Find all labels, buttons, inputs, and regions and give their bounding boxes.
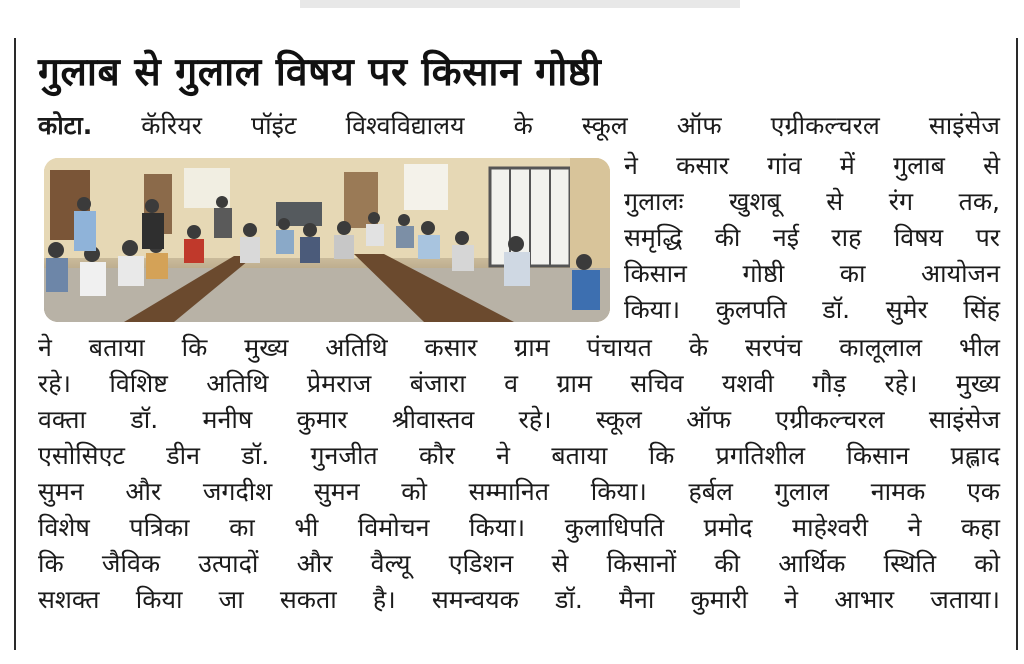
- top-gray-bar: [300, 0, 740, 8]
- news-photo: [44, 158, 610, 322]
- article-line-3: गुलालः खुशबू से रंग तक,: [624, 187, 1000, 216]
- news-article: [38, 44, 1004, 656]
- article-line-13: कि जैविक उत्पादों और वैल्यू एडिशन से किसानों की आर्थिक स्थिति को: [38, 549, 1000, 578]
- article-line-7: ने बताया कि मुख्य अतिथि कसार ग्राम पंचायत के सरपंच कालूलाल भील: [38, 333, 1000, 362]
- article-line-11: सुमन और जगदीश सुमन को सम्मानित किया। हर्बल गुलाल नामक एक: [38, 477, 1000, 506]
- article-line-1-text: कॅरियर पॉइंट विश्वविद्यालय के स्कूल ऑफ एग्रीकल्चरल साइंसेज: [92, 111, 1000, 140]
- left-column-rule: [14, 38, 16, 650]
- article-line-10: एसोसिएट डीन डॉ. गुनजीत कौर ने बताया कि प्रगतिशील किसान प्रह्लाद: [38, 441, 1000, 470]
- article-line-14: सशक्त किया जा सकता है। समन्वयक डॉ. मैना कुमारी ने आभार जताया।: [38, 585, 1000, 614]
- article-line-2: ने कसार गांव में गुलाब से: [624, 151, 1000, 180]
- dateline: कोटा.: [38, 111, 93, 140]
- meeting-hall-photo: [44, 158, 610, 322]
- article-line-6: किया। कुलपति डॉ. सुमेर सिंह: [624, 295, 1000, 324]
- article-line-5: किसान गोष्ठी का आयोजन: [624, 259, 1000, 288]
- right-column-rule: [1016, 38, 1018, 650]
- article-line-4: समृद्धि की नई राह विषय पर: [624, 223, 1000, 252]
- article-headline: गुलाब से गुलाल विषय पर किसान गोष्ठी: [38, 50, 602, 95]
- article-line-1: [38, 108, 1000, 144]
- article-line-9: वक्ता डॉ. मनीष कुमार श्रीवास्तव रहे। स्कूल ऑफ एग्रीकल्चरल साइंसेज: [38, 405, 1000, 434]
- article-line-12: विशेष पत्रिका का भी विमोचन किया। कुलाधिपति प्रमोद माहेश्वरी ने कहा: [38, 513, 1000, 542]
- article-line-8: रहे। विशिष्ट अतिथि प्रेमराज बंजारा व ग्राम सचिव यशवी गौड़ रहे। मुख्य: [38, 369, 1000, 398]
